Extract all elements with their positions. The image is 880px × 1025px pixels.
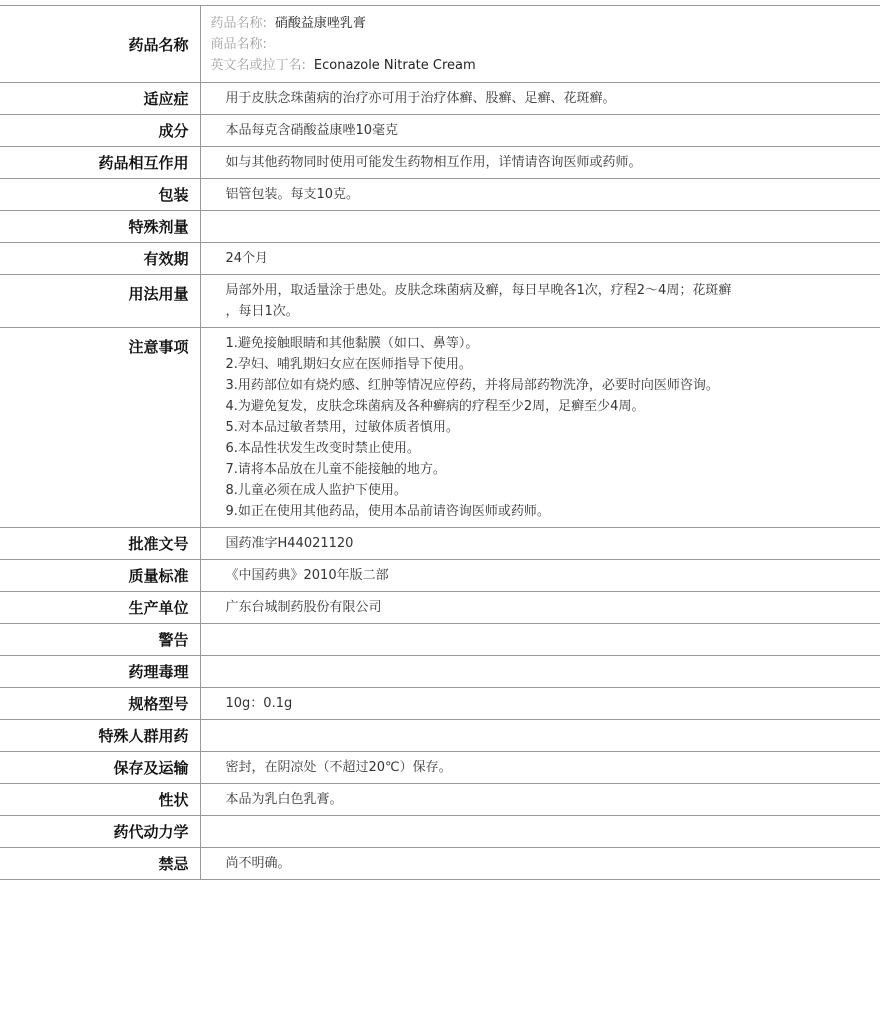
quality-standard-label: 质量标准 <box>0 560 200 592</box>
precaution-item: 9.如正在使用其他药品，使用本品前请咨询医师或药师。 <box>226 501 880 522</box>
drug-name-label: 药品名称 <box>0 6 200 83</box>
specification-label: 规格型号 <box>0 688 200 720</box>
dosage-value <box>200 275 880 328</box>
contraindications-value: 尚不明确。 <box>200 848 880 880</box>
special-population-row <box>0 720 880 752</box>
indications-row <box>0 83 880 115</box>
pharmacokinetics-label: 药代动力学 <box>0 816 200 848</box>
generic-name-key: 药品名称: <box>211 16 267 31</box>
precautions-value <box>200 328 880 528</box>
trade-name-key: 商品名称: <box>211 37 267 52</box>
appearance-row <box>0 784 880 816</box>
trade-name-line <box>211 34 880 55</box>
precaution-item: 7.请将本品放在儿童不能接触的地方。 <box>226 459 880 480</box>
english-name-value: Econazole Nitrate Cream <box>314 58 476 73</box>
quality-standard-row <box>0 560 880 592</box>
contraindications-row <box>0 848 880 880</box>
precaution-item: 8.儿童必须在成人监护下使用。 <box>226 480 880 501</box>
shelf-life-value: 24个月 <box>200 243 880 275</box>
precaution-item: 3.用药部位如有烧灼感、红肿等情况应停药，并将局部药物洗净，必要时向医师咨询。 <box>226 375 880 396</box>
special-dosage-row <box>0 211 880 243</box>
english-name-line <box>211 55 880 76</box>
precautions-label: 注意事项 <box>0 328 200 528</box>
pharmacology-row <box>0 656 880 688</box>
special-population-label: 特殊人群用药 <box>0 720 200 752</box>
interactions-label: 药品相互作用 <box>0 147 200 179</box>
packaging-value: 铝管包装。每支10克。 <box>200 179 880 211</box>
storage-label: 保存及运输 <box>0 752 200 784</box>
interactions-row <box>0 147 880 179</box>
pharmacology-value <box>200 656 880 688</box>
shelf-life-row <box>0 243 880 275</box>
specification-row <box>0 688 880 720</box>
indications-label: 适应症 <box>0 83 200 115</box>
approval-number-label: 批准文号 <box>0 528 200 560</box>
dosage-line-2: ，每日1次。 <box>226 301 880 322</box>
dosage-line-1: 局部外用，取适量涂于患处。皮肤念珠菌病及癣，每日早晚各1次，疗程2～4周；花斑癣 <box>226 280 880 301</box>
interactions-value: 如与其他药物同时使用可能发生药物相互作用，详情请咨询医师或药师。 <box>200 147 880 179</box>
generic-name-line <box>211 13 880 34</box>
precaution-item: 4.为避免复发，皮肤念珠菌病及各种癣病的疗程至少2周，足癣至少4周。 <box>226 396 880 417</box>
special-dosage-value <box>200 211 880 243</box>
precaution-item: 6.本品性状发生改变时禁止使用。 <box>226 438 880 459</box>
drug-name-row <box>0 6 880 83</box>
appearance-value: 本品为乳白色乳膏。 <box>200 784 880 816</box>
dosage-label: 用法用量 <box>0 275 200 328</box>
appearance-label: 性状 <box>0 784 200 816</box>
ingredients-label: 成分 <box>0 115 200 147</box>
packaging-label: 包装 <box>0 179 200 211</box>
pharmacokinetics-row <box>0 816 880 848</box>
approval-number-row <box>0 528 880 560</box>
english-name-key: 英文名或拉丁名: <box>211 58 306 73</box>
shelf-life-label: 有效期 <box>0 243 200 275</box>
contraindications-label: 禁忌 <box>0 848 200 880</box>
drug-info-table <box>0 5 880 880</box>
manufacturer-value: 广东台城制药股份有限公司 <box>200 592 880 624</box>
precaution-item: 1.避免接触眼睛和其他黏膜（如口、鼻等）。 <box>226 333 880 354</box>
special-population-value <box>200 720 880 752</box>
specification-value: 10g：0.1g <box>200 688 880 720</box>
storage-value: 密封，在阴凉处（不超过20℃）保存。 <box>200 752 880 784</box>
precaution-item: 2.孕妇、哺乳期妇女应在医师指导下使用。 <box>226 354 880 375</box>
indications-value: 用于皮肤念珠菌病的治疗亦可用于治疗体癣、股癣、足癣、花斑癣。 <box>200 83 880 115</box>
ingredients-value: 本品每克含硝酸益康唑10毫克 <box>200 115 880 147</box>
precautions-list <box>226 333 880 522</box>
special-dosage-label: 特殊剂量 <box>0 211 200 243</box>
warning-label: 警告 <box>0 624 200 656</box>
pharmacology-label: 药理毒理 <box>0 656 200 688</box>
generic-name-value: 硝酸益康唑乳膏 <box>275 16 366 31</box>
pharmacokinetics-value <box>200 816 880 848</box>
manufacturer-row <box>0 592 880 624</box>
precautions-row <box>0 328 880 528</box>
drug-name-values <box>200 6 880 83</box>
storage-row <box>0 752 880 784</box>
manufacturer-label: 生产单位 <box>0 592 200 624</box>
ingredients-row <box>0 115 880 147</box>
warning-row <box>0 624 880 656</box>
quality-standard-value: 《中国药典》2010年版二部 <box>200 560 880 592</box>
packaging-row <box>0 179 880 211</box>
precaution-item: 5.对本品过敏者禁用，过敏体质者慎用。 <box>226 417 880 438</box>
dosage-row <box>0 275 880 328</box>
approval-number-value: 国药准字H44021120 <box>200 528 880 560</box>
warning-value <box>200 624 880 656</box>
